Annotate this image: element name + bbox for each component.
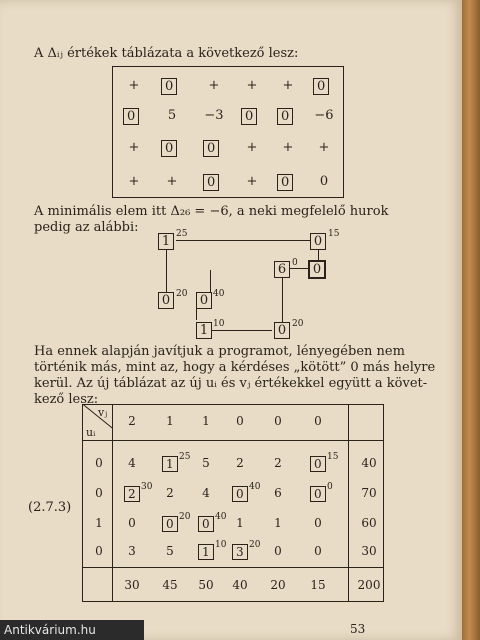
supply-value: 30 bbox=[361, 544, 377, 558]
book-edge bbox=[462, 0, 480, 640]
loop-node: 1 bbox=[196, 322, 212, 339]
delta-cell: + bbox=[318, 140, 330, 155]
delta-cell: −3 bbox=[204, 108, 224, 123]
demand-value: 30 bbox=[124, 578, 140, 592]
loop-node-sup: 15 bbox=[328, 229, 340, 239]
page-number: 53 bbox=[350, 622, 366, 636]
loop-node-sup: 40 bbox=[213, 289, 225, 299]
loop-line-inner bbox=[210, 270, 211, 292]
tableau-cell-sup: 20 bbox=[179, 512, 191, 522]
delta-cell: 0 bbox=[123, 108, 139, 125]
tableau-cell: 0 bbox=[198, 516, 214, 532]
supply-value: 60 bbox=[361, 516, 377, 530]
loop-node: 1 bbox=[158, 233, 174, 250]
delta-cell: + bbox=[246, 78, 258, 93]
loop-node-sup: 25 bbox=[176, 229, 188, 239]
tableau-cell: 1 bbox=[236, 516, 244, 530]
loop-node-sup: 20 bbox=[176, 289, 188, 299]
equation-label: (2.7.3) bbox=[28, 500, 72, 515]
delta-cell: 0 bbox=[319, 174, 329, 189]
supply-value: 70 bbox=[361, 486, 377, 500]
tableau-cell: 0 bbox=[314, 544, 322, 558]
tableau-cell: 0 bbox=[310, 456, 326, 472]
loop-node: 0 bbox=[310, 233, 326, 250]
delta-table bbox=[112, 66, 344, 198]
demand-value: 50 bbox=[198, 578, 214, 592]
total-value: 200 bbox=[357, 578, 381, 592]
tableau-cell: 4 bbox=[128, 456, 136, 470]
tableau-cell: 3 bbox=[232, 544, 248, 560]
delta-cell: + bbox=[246, 174, 258, 189]
demand-value: 20 bbox=[270, 578, 286, 592]
tableau-cell: 5 bbox=[166, 544, 174, 558]
delta-cell: 0 bbox=[277, 108, 293, 125]
loop-line-bottom bbox=[212, 330, 272, 331]
delta-cell: 0 bbox=[313, 78, 329, 95]
loop-line-left bbox=[166, 248, 167, 292]
tableau-cell: 0 bbox=[162, 516, 178, 532]
demand-value: 40 bbox=[232, 578, 248, 592]
supply-value: 40 bbox=[361, 456, 377, 470]
v-value: 1 bbox=[202, 414, 210, 428]
loop-node-sup: 10 bbox=[213, 319, 225, 329]
header-vj: vⱼ bbox=[98, 406, 108, 419]
tableau-cell-sup: 30 bbox=[141, 482, 153, 492]
tableau-cell: 0 bbox=[274, 544, 282, 558]
tableau-hline-bottom bbox=[82, 567, 384, 568]
min-text-line1: A minimális elem itt Δ₂₆ = −6, a neki megfelelő hurok bbox=[34, 204, 389, 219]
para2-line4: kező lesz: bbox=[34, 392, 99, 407]
delta-cell: 0 bbox=[203, 174, 219, 191]
tableau-cell: 2 bbox=[166, 486, 174, 500]
loop-node: 0 bbox=[274, 322, 290, 339]
intro-text: A Δᵢⱼ értékek táblázata a következő lesz: bbox=[34, 46, 299, 61]
delta-cell: + bbox=[128, 140, 140, 155]
tableau-vline-left bbox=[112, 404, 113, 602]
min-text-line2: pedig az alábbi: bbox=[34, 220, 139, 235]
v-value: 0 bbox=[314, 414, 322, 428]
tableau-cell: 2 bbox=[274, 456, 282, 470]
u-value: 1 bbox=[95, 516, 103, 530]
tableau-cell: 3 bbox=[128, 544, 136, 558]
tableau-hline-top bbox=[82, 440, 384, 441]
tableau-cell: 5 bbox=[202, 456, 210, 470]
v-value: 0 bbox=[274, 414, 282, 428]
para2-line2: történik más, mint az, hogy a kérdéses „kötött” 0 más helyre bbox=[34, 360, 436, 375]
delta-cell: 0 bbox=[161, 78, 177, 95]
tableau-cell: 1 bbox=[198, 544, 214, 560]
loop-node: 0 bbox=[158, 292, 174, 309]
v-value: 1 bbox=[166, 414, 174, 428]
delta-cell: + bbox=[128, 78, 140, 93]
loop-node-sup: 0 bbox=[292, 258, 298, 268]
tableau-cell: 1 bbox=[274, 516, 282, 530]
v-value: 0 bbox=[236, 414, 244, 428]
tableau-cell-sup: 10 bbox=[215, 540, 227, 550]
v-value: 2 bbox=[128, 414, 136, 428]
tableau-cell: 4 bbox=[202, 486, 210, 500]
u-value: 0 bbox=[95, 486, 103, 500]
watermark: Antikvárium.hu bbox=[0, 620, 144, 640]
tableau-cell: 1 bbox=[162, 456, 178, 472]
transport-tableau bbox=[82, 404, 384, 602]
tableau-cell-sup: 40 bbox=[215, 512, 227, 522]
tableau-cell: 2 bbox=[236, 456, 244, 470]
tableau-cell: 2 bbox=[124, 486, 140, 502]
tableau-vline-right bbox=[348, 404, 349, 602]
para2-line3: kerül. Az új táblázat az új uᵢ és vⱼ értékekkel együtt a követ- bbox=[34, 376, 428, 391]
para2-line1: Ha ennek alapján javítjuk a programot, lényegében nem bbox=[34, 344, 405, 359]
tableau-cell-sup: 40 bbox=[249, 482, 261, 492]
delta-cell: + bbox=[246, 140, 258, 155]
tableau-cell: 0 bbox=[310, 486, 326, 502]
tableau-cell-sup: 25 bbox=[179, 452, 191, 462]
delta-cell: 0 bbox=[161, 140, 177, 157]
delta-cell: + bbox=[166, 174, 178, 189]
loop-node: 0 bbox=[196, 292, 212, 309]
loop-line-top bbox=[176, 240, 311, 241]
u-value: 0 bbox=[95, 456, 103, 470]
delta-cell: + bbox=[282, 78, 294, 93]
tableau-cell: 0 bbox=[128, 516, 136, 530]
loop-node-sup: 20 bbox=[292, 319, 304, 329]
delta-cell: 0 bbox=[277, 174, 293, 191]
u-value: 0 bbox=[95, 544, 103, 558]
demand-value: 15 bbox=[310, 578, 326, 592]
delta-cell: + bbox=[282, 140, 294, 155]
tableau-cell-sup: 0 bbox=[327, 482, 333, 492]
delta-cell: + bbox=[128, 174, 140, 189]
tableau-cell: 6 bbox=[274, 486, 282, 500]
tableau-cell: 0 bbox=[232, 486, 248, 502]
delta-cell: 0 bbox=[203, 140, 219, 157]
tableau-cell-sup: 20 bbox=[249, 540, 261, 550]
loop-line-vert bbox=[282, 278, 283, 322]
header-ui: uᵢ bbox=[86, 426, 96, 439]
delta-cell: 0 bbox=[241, 108, 257, 125]
loop-node-highlighted: 0 bbox=[308, 260, 326, 279]
tableau-cell-sup: 15 bbox=[327, 452, 339, 462]
delta-cell: −6 bbox=[314, 108, 334, 123]
demand-value: 45 bbox=[162, 578, 178, 592]
tableau-cell: 0 bbox=[314, 516, 322, 530]
loop-node: 6 bbox=[274, 261, 290, 278]
delta-cell: 5 bbox=[167, 108, 177, 123]
delta-cell: + bbox=[208, 78, 220, 93]
